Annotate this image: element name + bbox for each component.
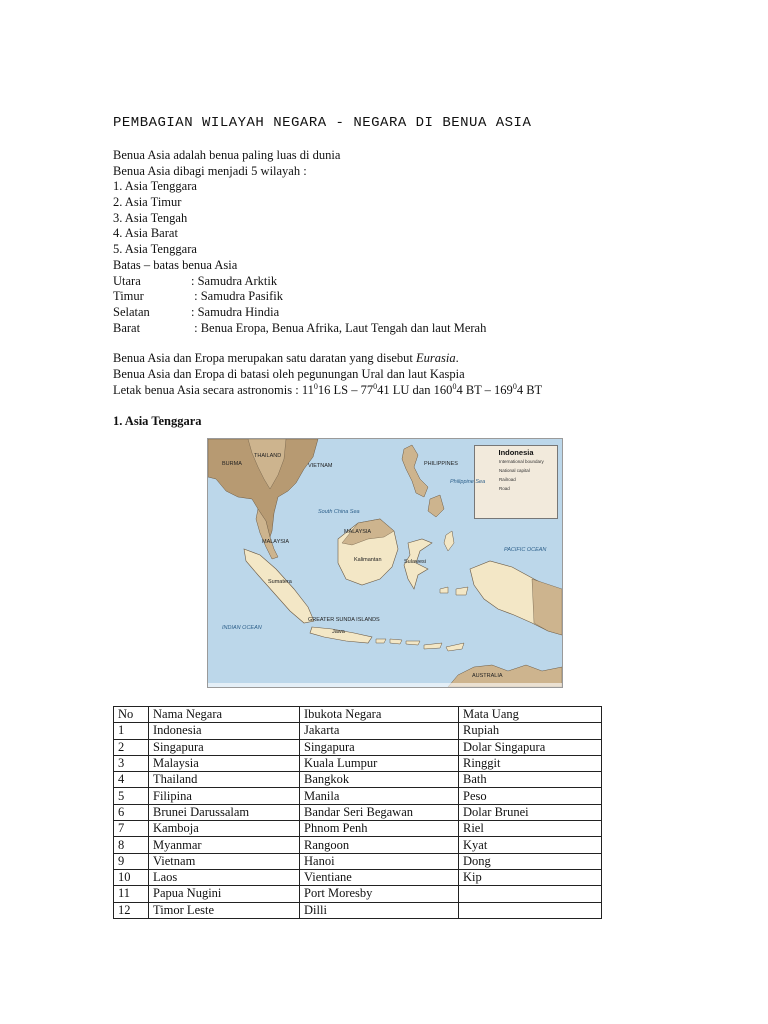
degree-sup: 0 — [313, 381, 318, 391]
header-cell: Mata Uang — [459, 707, 602, 723]
eurasia-suffix: . — [455, 351, 459, 365]
astronomis-line — [113, 382, 542, 398]
table-row — [114, 755, 602, 771]
degree-sup: 0 — [512, 381, 517, 391]
border-value: : Benua Eropa, Benua Afrika, Laut Tengah dan laut Merah — [191, 320, 487, 335]
table-row — [114, 739, 602, 755]
table-row — [114, 723, 602, 739]
table-cell: Singapura — [149, 739, 300, 755]
table-cell: Timor Leste — [149, 902, 300, 918]
table-cell: Kuala Lumpur — [300, 755, 459, 771]
map-label-pacific-ocean: PACIFIC OCEAN — [504, 547, 547, 553]
table-cell: 6 — [114, 804, 149, 820]
table-cell: Kamboja — [149, 821, 300, 837]
table-cell: Indonesia — [149, 723, 300, 739]
border-direction: Utara — [113, 273, 141, 288]
table-cell: 9 — [114, 853, 149, 869]
astro-part: 16 LS – 77 — [317, 383, 374, 397]
table-cell: 2 — [114, 739, 149, 755]
table-cell: 4 — [114, 772, 149, 788]
table-cell: Myanmar — [149, 837, 300, 853]
table-cell: Hanoi — [300, 853, 459, 869]
table-cell: Kip — [459, 869, 602, 885]
table-cell: Brunei Darussalam — [149, 804, 300, 820]
eurasia-paragraph — [113, 350, 542, 398]
border-direction: Selatan — [113, 304, 150, 319]
ural-line: Benua Asia dan Eropa di batasi oleh pegunungan Ural dan laut Kaspia — [113, 367, 465, 381]
table-cell: Dolar Brunei — [459, 804, 602, 820]
map-legend — [474, 445, 558, 519]
table-cell: 3 — [114, 755, 149, 771]
page-title: PEMBAGIAN WILAYAH NEGARA - NEGARA DI BENUA ASIA — [113, 115, 532, 131]
table-cell: Singapura — [300, 739, 459, 755]
legend-title: Indonesia — [498, 448, 534, 457]
map-label-vietnam: VIETNAM — [308, 463, 333, 469]
table-header-row — [114, 707, 602, 723]
map-label-kalimantan: Kalimantan — [354, 557, 382, 563]
lesser-sunda-islands — [376, 639, 442, 649]
legend-line: Railroad — [499, 477, 516, 482]
table-cell: Ringgit — [459, 755, 602, 771]
table-cell: 10 — [114, 869, 149, 885]
map-label-australia: AUSTRALIA — [472, 673, 503, 679]
papua-new-guinea-land — [532, 579, 562, 635]
table-row — [114, 804, 602, 820]
header-cell: No — [114, 707, 149, 723]
border-value: : Samudra Arktik — [191, 273, 278, 288]
table-cell: Filipina — [149, 788, 300, 804]
table-cell: Vietnam — [149, 853, 300, 869]
map-label-jawa: Jawa — [332, 629, 345, 635]
table-cell: Peso — [459, 788, 602, 804]
region-item: 2. Asia Timur — [113, 195, 182, 210]
degree-sup: 0 — [452, 381, 457, 391]
table-cell: Riel — [459, 821, 602, 837]
intro-line: Benua Asia adalah benua paling luas di dunia — [113, 148, 341, 162]
table-cell — [459, 902, 602, 918]
table-cell: 8 — [114, 837, 149, 853]
map-label-malaysia-east: MALAYSIA — [344, 529, 372, 535]
table-row — [114, 886, 602, 902]
maluku-islands — [440, 531, 468, 595]
legend-line: International boundary — [499, 459, 544, 464]
table-cell: Bandar Seri Begawan — [300, 804, 459, 820]
astro-part: 4 BT – 169 — [456, 383, 513, 397]
border-row — [113, 289, 486, 305]
header-cell: Nama Negara — [149, 707, 300, 723]
table-cell: 1 — [114, 723, 149, 739]
eurasia-prefix: Benua Asia dan Eropa merupakan satu daratan yang disebut — [113, 351, 417, 365]
map-label-sulawesi: Sulawesi — [404, 559, 427, 565]
table-row — [114, 869, 602, 885]
table-cell: 7 — [114, 821, 149, 837]
border-row — [113, 274, 486, 290]
region-item: 5. Asia Tenggara — [113, 242, 197, 257]
legend-line: Road — [499, 486, 510, 491]
map-label-thailand: THAILAND — [254, 453, 282, 459]
intro-line: Benua Asia dibagi menjadi 5 wilayah : — [113, 163, 307, 178]
map-label-greater-sunda: GREATER SUNDA ISLANDS — [308, 617, 380, 623]
map-label-indian-ocean: INDIAN OCEAN — [222, 625, 262, 631]
table-cell: Rangoon — [300, 837, 459, 853]
table-cell: Rupiah — [459, 723, 602, 739]
map-label-philippine-sea: Philippine Sea — [450, 479, 486, 485]
table-cell: Papua Nugini — [149, 886, 300, 902]
map-label-philippines: PHILIPPINES — [424, 461, 458, 467]
table-cell: Manila — [300, 788, 459, 804]
table-row — [114, 902, 602, 918]
country-table-body — [114, 707, 602, 919]
region-item: 3. Asia Tengah — [113, 210, 188, 225]
country-table — [113, 706, 602, 919]
indonesia-map-image — [207, 438, 563, 688]
astro-prefix: Letak benua Asia secara astronomis : 11 — [113, 383, 314, 397]
table-cell — [459, 886, 602, 902]
table-cell: Dolar Singapura — [459, 739, 602, 755]
section-heading: 1. Asia Tenggara — [113, 414, 202, 428]
table-cell: Thailand — [149, 772, 300, 788]
map-label-malaysia-west: MALAYSIA — [262, 539, 290, 545]
table-row — [114, 837, 602, 853]
legend-line: National capital — [499, 468, 530, 473]
table-cell: Dilli — [300, 902, 459, 918]
border-direction: Barat — [113, 320, 141, 335]
border-value: : Samudra Pasifik — [191, 289, 284, 304]
table-cell: Port Moresby — [300, 886, 459, 902]
region-item: 1. Asia Tenggara — [113, 179, 197, 194]
table-cell: Kyat — [459, 837, 602, 853]
timor-island — [446, 643, 464, 651]
astro-part: 4 BT — [516, 383, 543, 397]
table-cell: Vientiane — [300, 869, 459, 885]
table-cell: Phnom Penh — [300, 821, 459, 837]
table-cell: Bath — [459, 772, 602, 788]
table-cell: 5 — [114, 788, 149, 804]
eurasia-word: Eurasia — [416, 351, 456, 365]
border-row — [113, 305, 486, 321]
table-row — [114, 788, 602, 804]
philippines-islands — [402, 445, 444, 517]
region-item: 4. Asia Barat — [113, 226, 178, 241]
table-cell: Malaysia — [149, 755, 300, 771]
table-cell: 12 — [114, 902, 149, 918]
degree-sup: 0 — [373, 381, 378, 391]
sumatra-island — [244, 549, 314, 623]
intro-block — [113, 148, 486, 336]
table-row — [114, 853, 602, 869]
border-value: : Samudra Hindia — [191, 304, 280, 319]
header-cell: Ibukota Negara — [300, 707, 459, 723]
map-label-sumatera: Sumatera — [268, 579, 292, 585]
table-row — [114, 772, 602, 788]
map-label-south-china-sea: South China Sea — [318, 509, 360, 515]
table-cell: Laos — [149, 869, 300, 885]
table-row — [114, 821, 602, 837]
eurasia-line — [113, 350, 542, 366]
border-row — [113, 321, 486, 337]
table-cell: Dong — [459, 853, 602, 869]
table-cell: Jakarta — [300, 723, 459, 739]
table-cell: Bangkok — [300, 772, 459, 788]
border-direction: Timur — [113, 289, 144, 304]
borders-heading: Batas – batas benua Asia — [113, 257, 238, 272]
map-label-burma: BURMA — [222, 461, 242, 467]
table-cell: 11 — [114, 886, 149, 902]
astro-part: 41 LU dan 160 — [377, 383, 453, 397]
